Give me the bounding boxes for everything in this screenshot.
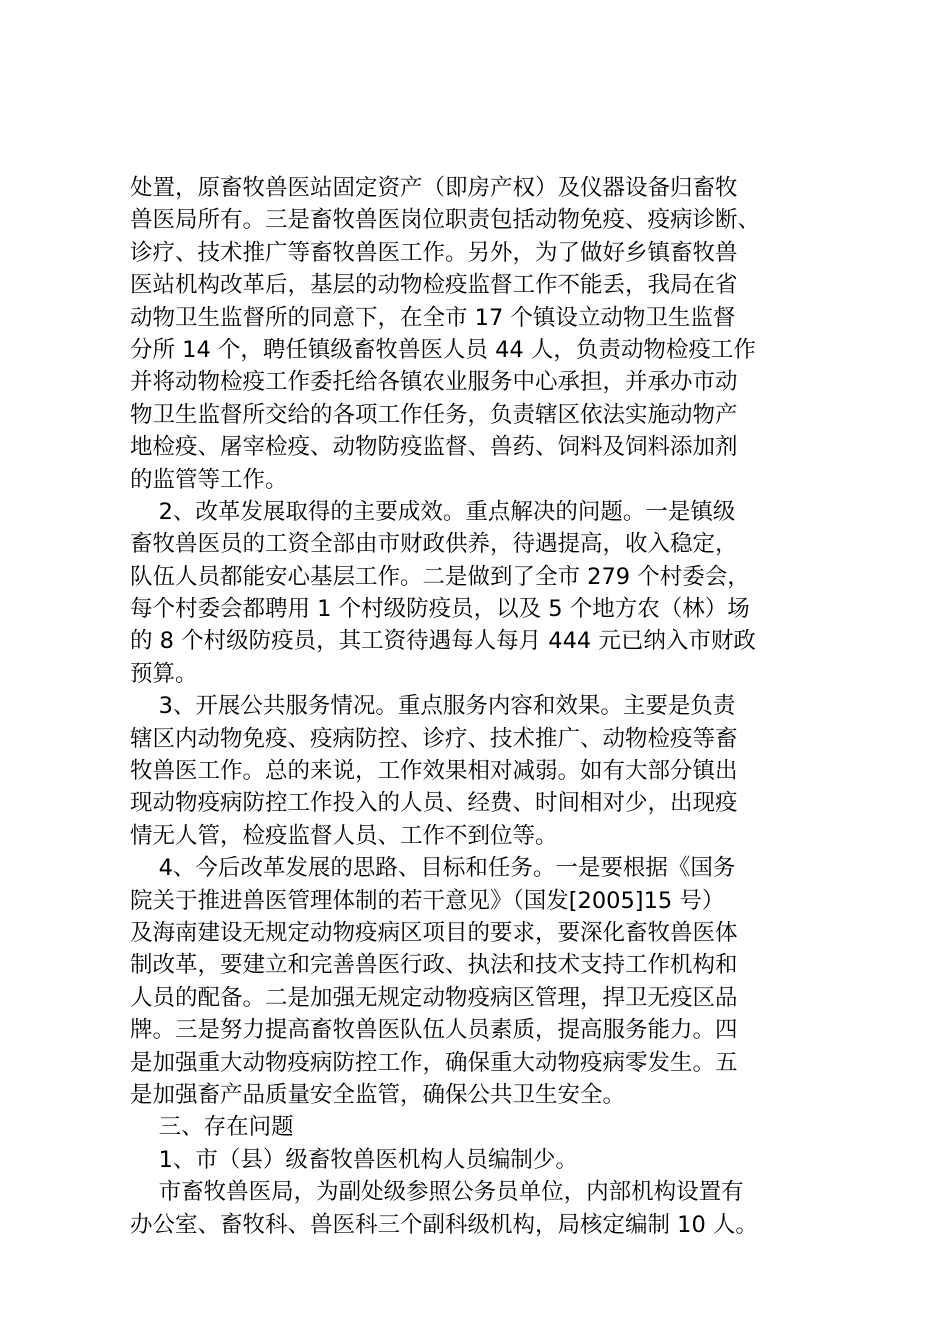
text-line: 的 8 个村级防疫员，其工资待遇每人每月 444 元已纳入市财政 <box>130 628 756 655</box>
text-line: 诊疗、技术推广等畜牧兽医工作。另外，为了做好乡镇畜牧兽 <box>130 239 738 266</box>
text-line: 的监管等工作。 <box>130 466 288 493</box>
text-line: 动物卫生监督所的同意下，在全市 17 个镇设立动物卫生监督 <box>130 304 736 331</box>
text-line: 情无人管，检疫监督人员、工作不到位等。 <box>130 822 558 849</box>
text-line: 物卫生监督所交给的各项工作任务，负责辖区依法实施动物产 <box>130 401 738 428</box>
text-line: 兽医局所有。三是畜牧兽医岗位职责包括动物免疫、疫病诊断、 <box>130 207 761 234</box>
text-line: 畜牧兽医员的工资全部由市财政供养，待遇提高，收入稳定， <box>130 531 738 558</box>
text-line: 牧兽医工作。总的来说，工作效果相对减弱。如有大部分镇出 <box>130 758 738 785</box>
text-line: 院关于推进兽医管理体制的若干意见》（国发[2005]15 号） <box>130 887 725 914</box>
text-line: 每个村委会都聘用 1 个村级防疫员，以及 5 个地方农（林）场 <box>130 596 750 623</box>
text-line: 人员的配备。二是加强无规定动物疫病区管理，捍卫无疫区品 <box>130 984 738 1011</box>
text-line: 分所 14 个，聘任镇级畜牧兽医人员 44 人，负责动物检疫工作 <box>130 336 756 363</box>
text-line: 制改革，要建立和完善兽医行政、执法和技术支持工作机构和 <box>130 952 738 979</box>
text-line: 医站机构改革后，基层的动物检疫监督工作不能丢，我局在省 <box>130 272 738 299</box>
text-line: 牌。三是努力提高畜牧兽医队伍人员素质，提高服务能力。四 <box>130 1017 738 1044</box>
section-heading: 三、存在问题 <box>130 1114 294 1141</box>
text-line: 现动物疫病防控工作投入的人员、经费、时间相对少，出现疫 <box>130 790 738 817</box>
text-line: 及海南建设无规定动物疫病区项目的要求，要深化畜牧兽医体 <box>130 919 738 946</box>
text-line: 预算。 <box>130 660 198 687</box>
text-line: 是加强畜产品质量安全监管，确保公共卫生安全。 <box>130 1081 626 1108</box>
text-line: 办公室、畜牧科、兽医科三个副科级机构，局核定编制 10 人。 <box>130 1211 758 1238</box>
text-line: 4、今后改革发展的思路、目标和任务。一是要根据《国务 <box>130 855 736 882</box>
text-line: 处置，原畜牧兽医站固定资产（即房产权）及仪器设备归畜牧 <box>130 175 738 201</box>
text-line: 市畜牧兽医局，为副处级参照公务员单位，内部机构设置有 <box>130 1179 744 1206</box>
text-line: 队伍人员都能安心基层工作。二是做到了全市 279 个村委会， <box>130 563 750 590</box>
text-line: 辖区内动物免疫、疫病防控、诊疗、技术推广、动物检疫等畜 <box>130 725 738 752</box>
text-line: 3、开展公共服务情况。重点服务内容和效果。主要是负责 <box>130 693 736 720</box>
text-line: 2、改革发展取得的主要成效。重点解决的问题。一是镇级 <box>130 498 736 525</box>
text-line: 并将动物检疫工作委托给各镇农业服务中心承担，并承办市动 <box>130 369 738 396</box>
text-line: 是加强重大动物疫病防控工作，确保重大动物疫病零发生。五 <box>130 1049 738 1076</box>
text-line: 1、市（县）级畜牧兽医机构人员编制少。 <box>130 1146 578 1173</box>
text-line: 地检疫、屠宰检疫、动物防疫监督、兽药、饲料及饲料添加剂 <box>130 434 738 461</box>
body-text <box>130 172 830 1241</box>
